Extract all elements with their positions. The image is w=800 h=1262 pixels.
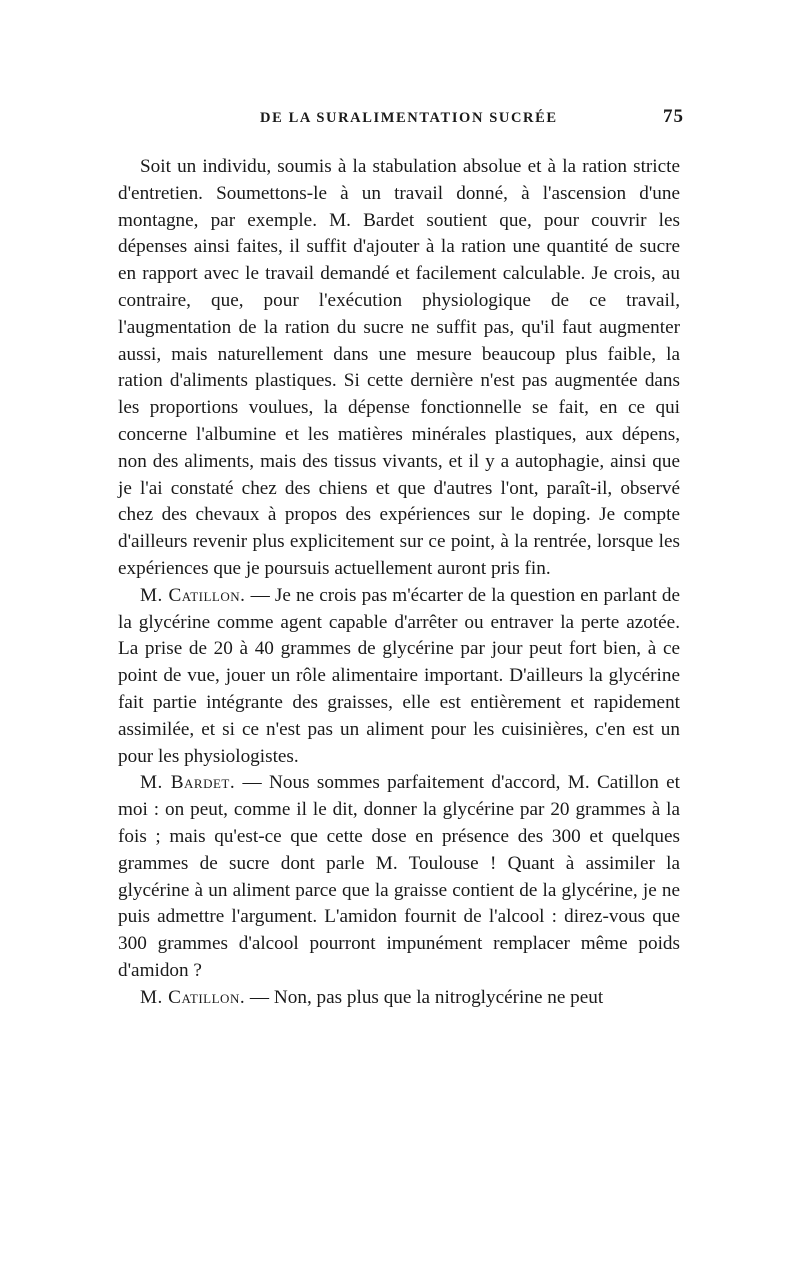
paragraph-bardet-reply — [118, 770, 680, 984]
page-number: 75 — [663, 106, 684, 127]
speaker-name: M. Bardet. — [140, 772, 236, 794]
paragraph-text: — Nous sommes parfaitement d'accord, M. Catillon et moi : on peut, comme il le dit, donner la glycérine par 20 grammes à la fois ; mais qu'est-ce que cette dose en présence des 300 et quelques grammes de sucre dont parle M. Toulouse ! Quant à assimiler la glycérine à un aliment parce que la graisse contient de la glycérine, je ne puis admettre l'argument. L'amidon fournit de l'alcool : direz-vous que 300 grammes d'alcool pourront impunément remplacer même poids d'amidon ? — [118, 772, 680, 981]
paragraph-catillon-reply — [118, 583, 680, 771]
speaker-name: M. Catillon. — [140, 584, 246, 606]
paragraph-text: Soit un individu, soumis à la stabulation absolue et à la ration stricte d'entretien. Soumettons-le à un travail donné, à l'ascension d'une montagne, par exemple. M. Bardet soutient que, pour couvrir les dépenses ainsi faites, il suffit d'ajouter à la ration une quantité de sucre en rapport avec le travail demandé et facilement calculable. Je crois, au contraire, que, pour l'exécution physiologique de ce travail, l'augmentation de la ration du sucre ne suffit pas, qu'il faut augmenter aussi, mais naturellement dans une mesure beaucoup plus faible, la ration d'aliments plastiques. Si cette dernière n'est pas augmentée dans les proportions voulues, la dépense fonctionnelle se fait, en ce qui concerne l'albumine et les matières minérales plastiques, aux dépens, non des aliments, mais des tissus vivants, et il y a autophagie, ainsi que je l'ai constaté chez des chiens et que d'autres l'ont, paraît-il, observé chez des chevaux à propos des expériences sur le doping. Je compte d'ailleurs revenir plus explicitement sur ce point, à la rentrée, lorsque les expériences que je poursuis actuellement auront pris fin. — [118, 156, 680, 579]
speaker-name: M. Catillon. — [140, 986, 246, 1008]
paragraph-text: — Je ne crois pas m'écarter de la question en parlant de la glycérine comme agent capable d'arrêter ou entraver la perte azotée. La prise de 20 à 40 grammes de glycérine par jour peut fort bien, à ce point de vue, jouer un rôle alimentaire important. D'ailleurs la glycérine fait partie intégrante des graisses, elle est entièrement et rapidement assimilée, et si ce n'est pas un aliment pour les cuisinières, c'en est un pour les physiologistes. — [118, 584, 681, 767]
running-head-title: DE LA SURALIMENTATION SUCRÉE — [260, 110, 558, 126]
running-head — [118, 106, 684, 140]
book-page — [118, 106, 684, 1012]
paragraph-text: — Non, pas plus que la nitroglycérine ne peut — [245, 986, 604, 1008]
paragraph-author-argument — [118, 154, 680, 583]
paragraph-catillon-final — [118, 985, 680, 1012]
